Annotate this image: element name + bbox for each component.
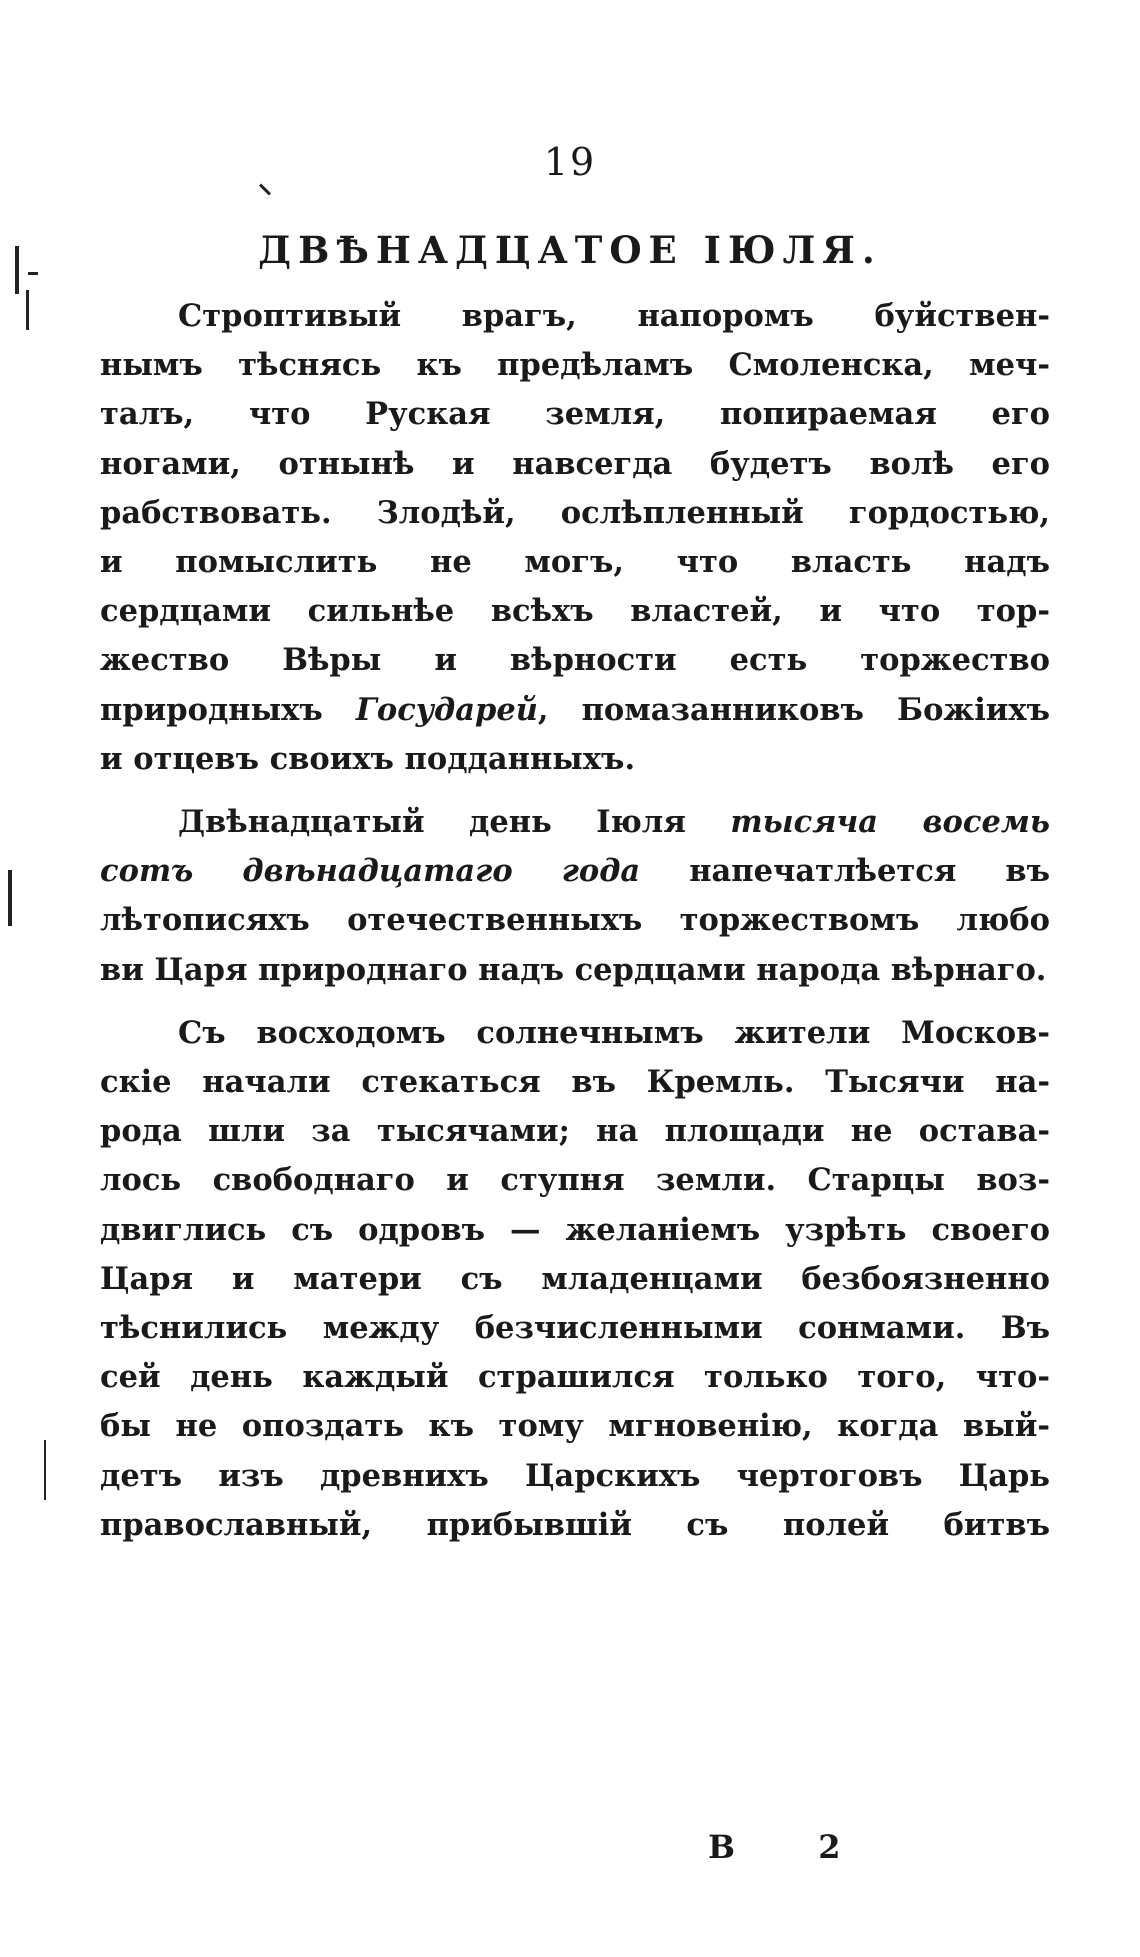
scan-mark (28, 272, 38, 275)
text-line: природныхъ Государей, помазанниковъ Божіихъ (100, 691, 1050, 728)
scan-mark (44, 1440, 46, 1500)
text-line: нымъ тѣснясь къ предѣламъ Смоленска, меч- (100, 347, 1050, 384)
text-line: ви Царя природнаго надъ сердцами народа вѣрнаго. (100, 951, 1047, 988)
text-line: лѣтописяхъ отечественныхъ торжествомъ любо (100, 902, 1050, 939)
text-line: детъ изъ древнихъ Царскихъ чертоговъ Царь (100, 1457, 1050, 1494)
scan-mark (15, 246, 19, 294)
section-heading: ДВѢНАДЦАТОЕ ІЮЛЯ. (258, 228, 882, 272)
text-line: сердцами сильнѣе всѣхъ властей, и что тор- (100, 593, 1050, 630)
body-text (100, 292, 1050, 1550)
scan-mark (26, 290, 29, 330)
text-line: Двѣнадцатый день Іюля тысяча восемь (178, 804, 1050, 841)
text-line: ногами, отнынѣ и навсегда будетъ волѣ его (100, 445, 1050, 482)
italic-phrase: тысяча восемь (730, 804, 1050, 841)
italic-phrase: сотъ двѣнадцатаго года (100, 853, 641, 890)
text-line: Съ восходомъ солнечнымъ жители Москов- (178, 1014, 1050, 1051)
text-line: и помыслить не могъ, что власть надъ (100, 544, 1050, 581)
text-line: тѣснились между безчисленными сонмами. Въ (100, 1310, 1050, 1347)
page-number: 19 (543, 140, 597, 184)
scan-mark (8, 870, 12, 926)
text-line: рода шли за тысячами; на площади не остава- (100, 1113, 1050, 1150)
text-line: сей день каждый страшился только того, что- (100, 1359, 1050, 1396)
text-line: скіе начали стекаться въ Кремль. Тысячи на- (100, 1064, 1050, 1101)
text-line: бы не опоздать къ тому мгновенію, когда вый- (100, 1408, 1050, 1445)
text-line: Строптивый врагъ, напоромъ буйствен- (178, 298, 1050, 334)
scan-mark (259, 183, 271, 195)
text-line: рабствовать. Злодѣй, ослѣпленный гордостью, (100, 494, 1050, 531)
text-line: талъ, что Руская земля, попираемая его (100, 396, 1050, 433)
text-line: Царя и матери съ младенцами безбоязненно (100, 1260, 1050, 1297)
text-line: жество Вѣры и вѣрности есть торжество (100, 642, 1050, 679)
text-line: православный, прибывшій съ полей битвъ (100, 1506, 1050, 1543)
text-line: и отцевъ своихъ подданныхъ. (100, 740, 636, 777)
signature-mark: В 2 (708, 1828, 877, 1866)
text-line: лось свободнаго и ступня земли. Старцы воз- (100, 1162, 1050, 1199)
text-line: двиглись съ одровъ — желаніемъ узрѣть своего (100, 1211, 1050, 1248)
italic-phrase: Государей (355, 691, 538, 728)
text-line: сотъ двѣнадцатаго года напечатлѣется въ (100, 853, 1050, 890)
